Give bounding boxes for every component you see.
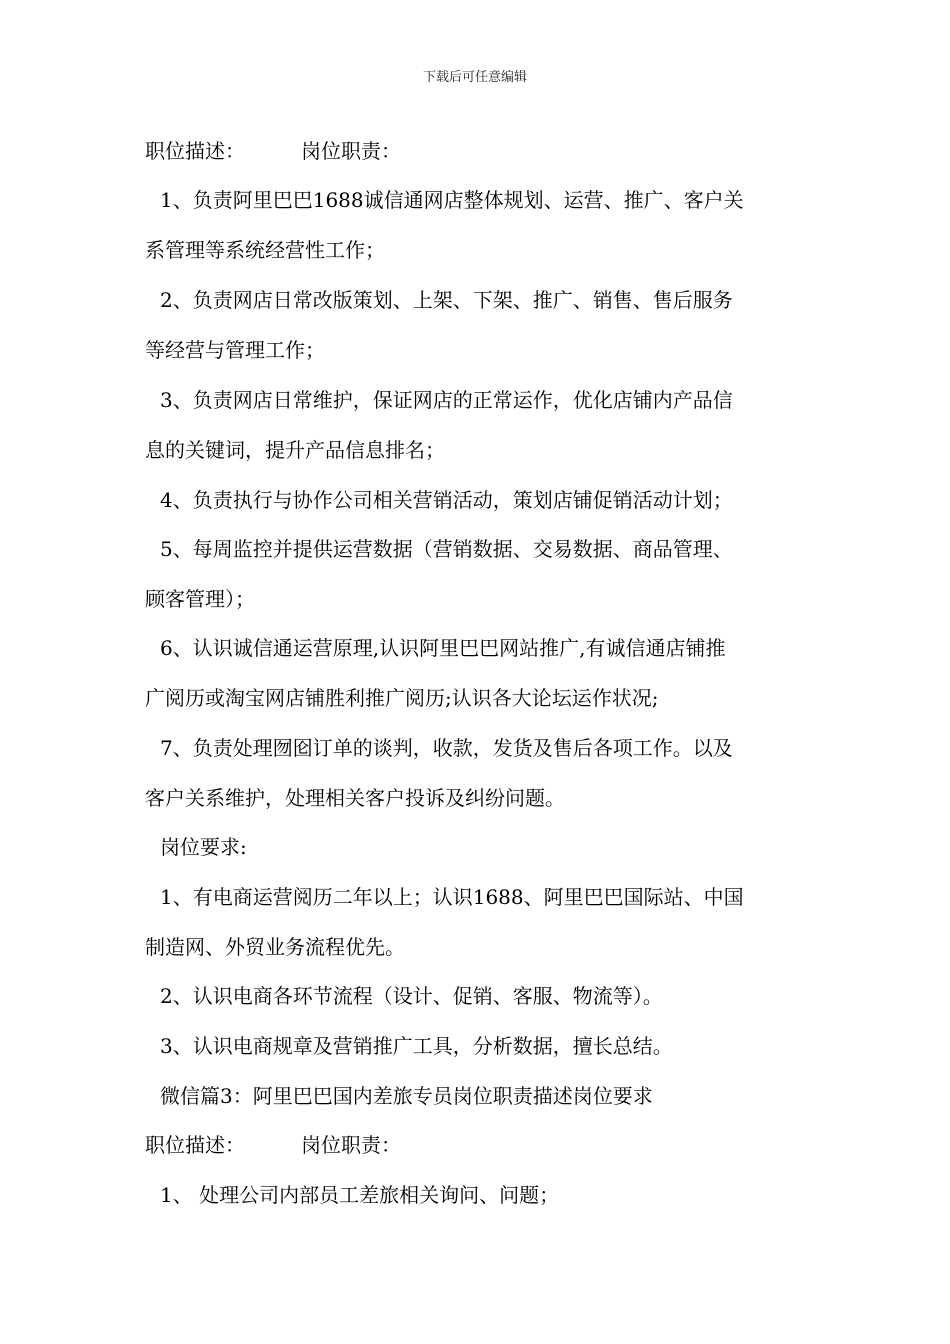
section-heading-line	[145, 1133, 401, 1157]
paragraph-line: 1、 处理公司内部员工差旅相关询问、问题；	[160, 1183, 560, 1207]
section-heading-line	[145, 139, 401, 163]
job-description-label: 职位描述：	[145, 1133, 245, 1157]
paragraph-line: 客户关系维护，处理相关客户投诉及纠纷问题。	[145, 786, 565, 810]
paragraph-line: 2、认识电商各环节流程（设计、促销、客服、物流等）。	[160, 984, 663, 1008]
paragraph-line: 5、每周监控并提供运营数据（营销数据、交易数据、商品管理、	[160, 537, 733, 561]
paragraph-line: 6、认识诚信通运营原理,认识阿里巴巴网站推广,有诚信通店铺推	[160, 636, 726, 660]
job-duties-label: 岗位职责：	[301, 1133, 401, 1157]
page-header: 下载后可任意编辑	[422, 70, 527, 85]
paragraph-line: 1、有电商运营阅历二年以上；认识1688、阿里巴巴国际站、中国	[160, 885, 744, 909]
article-title-line: 微信篇3：阿里巴巴国内差旅专员岗位职责描述岗位要求	[160, 1084, 653, 1108]
paragraph-line: 广阅历或淘宝网店铺胜利推广阅历;认识各大论坛运作状况;	[145, 686, 659, 710]
paragraph-line: 息的关键词，提升产品信息排名；	[145, 438, 445, 462]
paragraph-line: 4、负责执行与协作公司相关营销活动，策划店铺促销活动计划；	[160, 488, 733, 512]
job-description-label: 职位描述：	[145, 139, 245, 163]
job-duties-label: 岗位职责：	[301, 139, 401, 163]
paragraph-line: 等经营与管理工作；	[145, 338, 325, 362]
paragraph-line: 系管理等系统经营性工作；	[145, 238, 385, 262]
paragraph-line: 3、负责网店日常维护，保证网店的正常运作，优化店铺内产品信	[160, 388, 733, 412]
paragraph-line: 7、负责处理囫囵订单的谈判，收款，发货及售后各项工作。以及	[160, 736, 733, 760]
paragraph-line: 2、负责网店日常改版策划、上架、下架、推广、销售、售后服务	[160, 288, 733, 312]
paragraph-line: 3、认识电商规章及营销推广工具，分析数据，擅长总结。	[160, 1034, 673, 1058]
paragraph-line: 顾客管理）；	[145, 587, 255, 611]
paragraph-line: 制造网、外贸业务流程优先。	[145, 935, 405, 959]
paragraph-line: 1、负责阿里巴巴1688诚信通网店整体规划、运营、推广、客户关	[160, 188, 744, 212]
requirements-heading: 岗位要求:	[160, 835, 247, 859]
